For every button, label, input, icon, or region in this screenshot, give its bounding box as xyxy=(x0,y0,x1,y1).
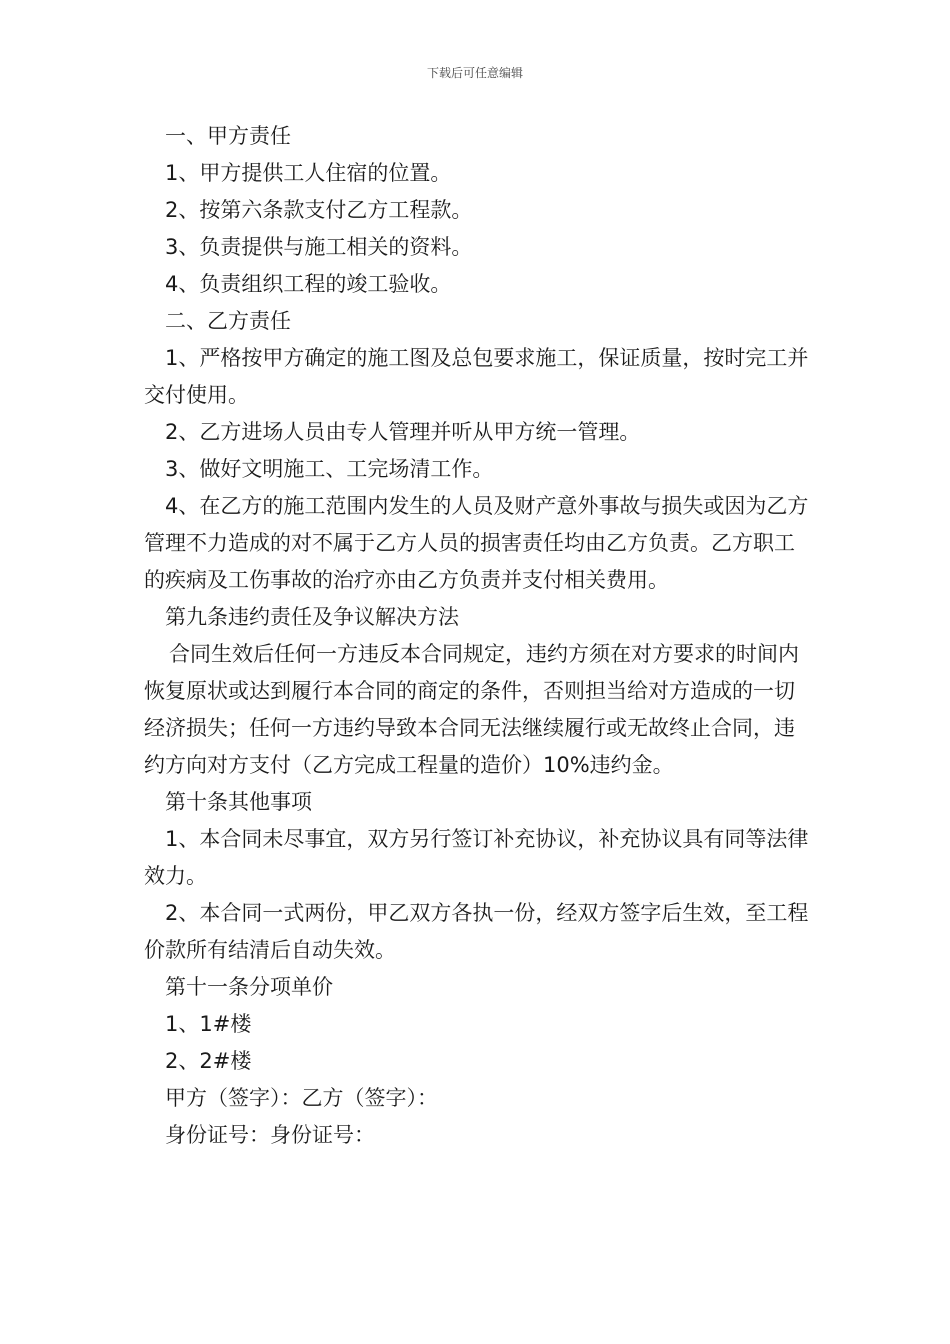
article-9-text: 合同生效后任何一方违反本合同规定，违约方须在对方要求的时间内恢复原状或达到履行本合同的商定的条件，否则担当给对方造成的一切经济损失；任何一方违约导致本合同无法继续履行或无故终止合同，违约方向对方支付（乙方完成工程量的造价）10%违约金。 xyxy=(144,642,799,777)
article-10-item: 1、本合同未尽事宜，双方另行签订补充协议，补充协议具有同等法律效力。 xyxy=(144,827,809,888)
article-9-heading: 第九条违约责任及争议解决方法 xyxy=(165,605,459,629)
party-b-item: 1、严格按甲方确定的施工图及总包要求施工，保证质量，按时完工并交付使用。 xyxy=(144,346,809,407)
party-a-item: 2、按第六条款支付乙方工程款。 xyxy=(165,198,473,222)
party-a-item: 1、甲方提供工人住宿的位置。 xyxy=(165,161,452,185)
id-number-line: 身份证号：身份证号： xyxy=(165,1123,375,1147)
party-b-heading: 二、乙方责任 xyxy=(165,309,291,333)
party-a-heading: 一、甲方责任 xyxy=(165,124,291,148)
article-10-heading: 第十条其他事项 xyxy=(165,790,312,814)
party-b-item: 4、在乙方的施工范围内发生的人员及财产意外事故与损失或因为乙方管理不力造成的对不属于乙方人员的损害责任均由乙方负责。乙方职工的疾病及工伤事故的治疗亦由乙方负责并支付相关费用。 xyxy=(144,494,809,592)
article-11-heading: 第十一条分项单价 xyxy=(165,975,333,999)
page-header-note: 下载后可任意编辑 xyxy=(426,66,523,80)
party-a-item: 3、负责提供与施工相关的资料。 xyxy=(165,235,473,259)
article-11-item: 1、1#楼 xyxy=(165,1012,252,1036)
article-10-item: 2、本合同一式两份，甲乙双方各执一份，经双方签字后生效，至工程价款所有结清后自动失效。 xyxy=(144,901,809,962)
signature-line: 甲方（签字）：乙方（签字）： xyxy=(165,1086,438,1110)
article-11-item: 2、2#楼 xyxy=(165,1049,252,1073)
contract-body xyxy=(144,118,810,1154)
party-b-item: 3、做好文明施工、工完场清工作。 xyxy=(165,457,494,481)
party-b-item: 2、乙方进场人员由专人管理并听从甲方统一管理。 xyxy=(165,420,641,444)
party-a-item: 4、负责组织工程的竣工验收。 xyxy=(165,272,452,296)
